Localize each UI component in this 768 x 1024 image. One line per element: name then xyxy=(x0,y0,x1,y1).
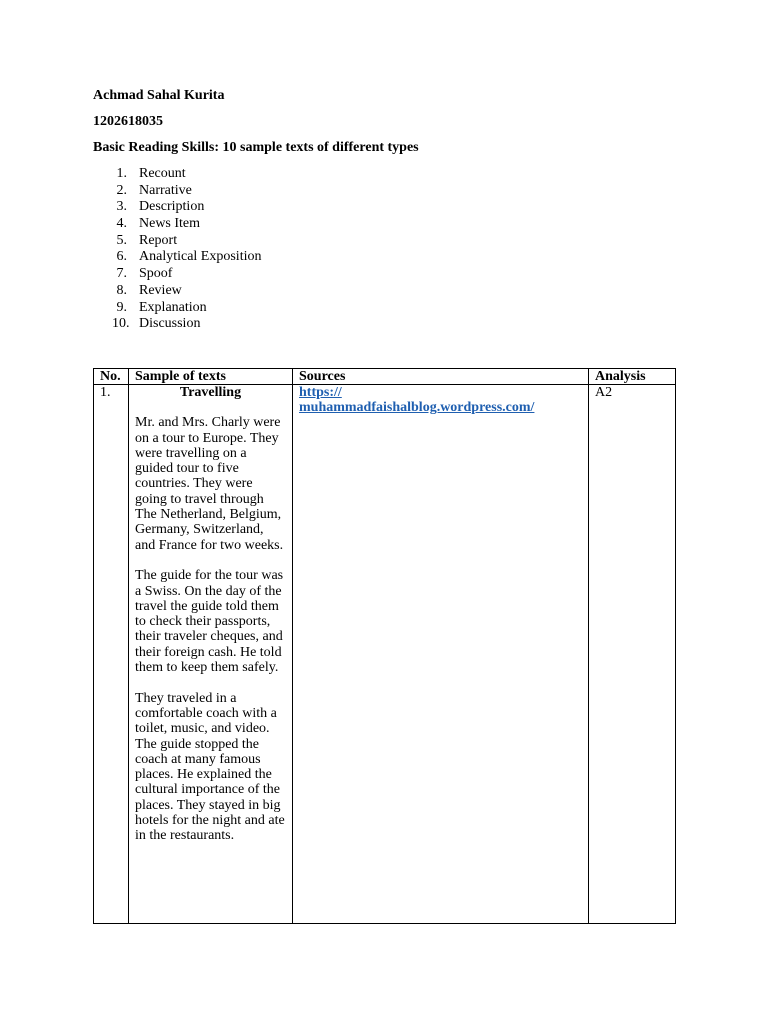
list-item: 10. Discussion xyxy=(112,316,201,332)
sample-paragraph: They traveled in a comfortable coach with a toilet, music, and video. The guide stopped the coach at many famous places. He explained the cultural importance of the places. They stayed in big hotels for the night and ate in the restaurants. xyxy=(135,690,285,844)
list-item: 9. Explanation xyxy=(116,299,207,315)
source-cell xyxy=(293,385,589,924)
list-item: 8. Review xyxy=(116,282,182,298)
table-header-row xyxy=(94,369,676,385)
header-sources: Sources xyxy=(293,369,589,385)
student-id: 1202618035 xyxy=(93,114,163,129)
list-item: 7. Spoof xyxy=(116,266,173,282)
header-analysis: Analysis xyxy=(589,369,676,385)
author-name: Achmad Sahal Kurita xyxy=(93,88,225,103)
list-item: 1. Recount xyxy=(116,166,186,181)
source-link[interactable]: https:// muhammadfaishalblog.wordpress.com/ xyxy=(299,385,535,416)
sample-title: Travelling xyxy=(179,385,242,400)
document-title: Basic Reading Skills: 10 sample texts of different types xyxy=(93,140,419,155)
list-item: 3. Description xyxy=(116,199,205,215)
row-number: 1. xyxy=(94,385,129,924)
list-item: 4. News Item xyxy=(116,216,201,232)
list-item: 2. Narrative xyxy=(116,182,192,198)
header-no: No. xyxy=(94,369,129,385)
header-sample: Sample of texts xyxy=(129,369,293,385)
list-item: 5. Report xyxy=(116,232,178,248)
list-item: 6. Analytical Exposition xyxy=(116,249,262,265)
sample-paragraph: Mr. and Mrs. Charly were on a tour to Europe. They were travelling on a guided tour to five countries. They were going to travel through The Netherland, Belgium, Germany, Switzerland, and France for two weeks. xyxy=(135,415,284,553)
text-types-list xyxy=(112,166,262,333)
text-analysis-table xyxy=(93,368,676,924)
table-row xyxy=(94,385,676,924)
sample-text-cell xyxy=(129,385,293,924)
sample-paragraph: The guide for the tour was a Swiss. On the day of the travel the guide told them to check their passports, their traveler cheques, and their foreign cash. He told them to keep them safely. xyxy=(135,568,284,676)
analysis-value: A2 xyxy=(589,385,676,924)
